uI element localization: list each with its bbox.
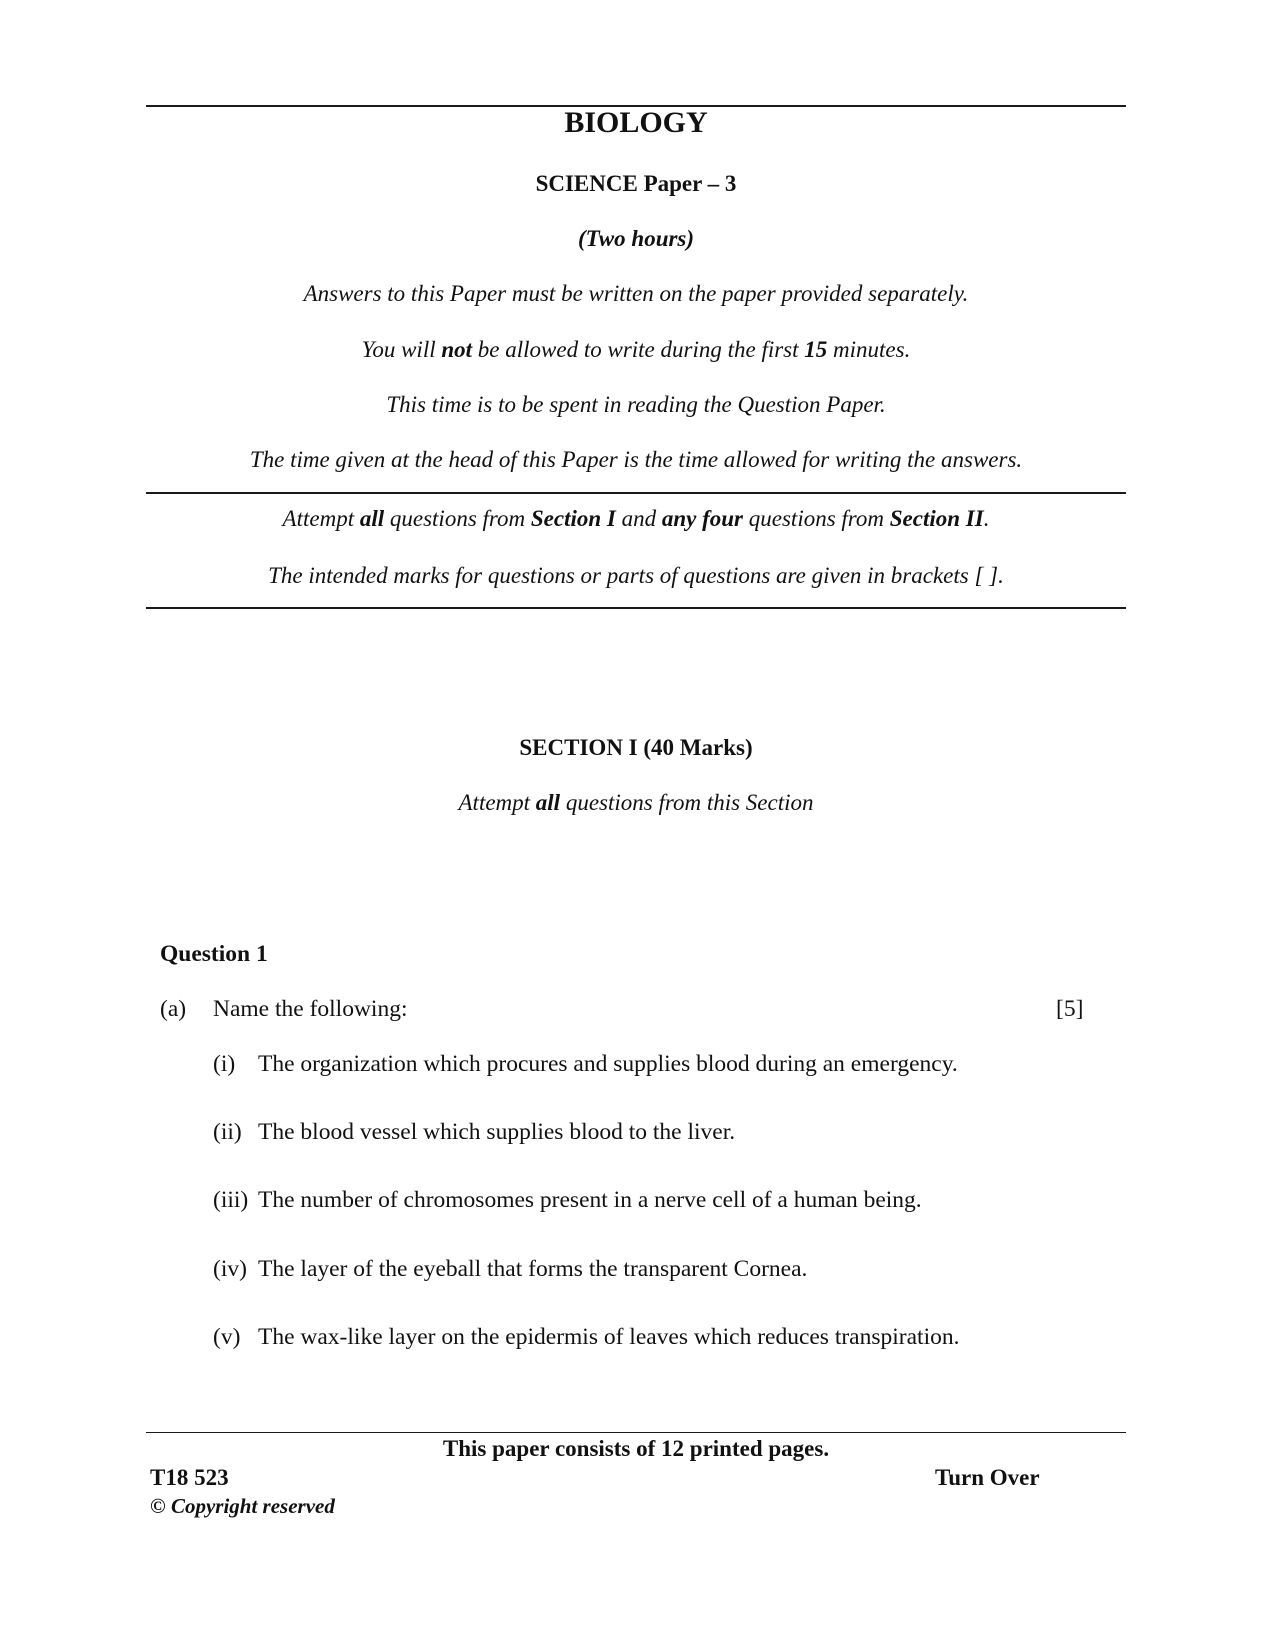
instruction-line-3: This time is to be spent in reading the Question Paper. xyxy=(386,392,886,417)
item-text: The number of chromosomes present in a nerve cell of a human being. xyxy=(258,1187,922,1213)
copyright: © Copyright reserved xyxy=(150,1494,335,1518)
item-label: (iv) xyxy=(213,1256,247,1282)
item-label: (v) xyxy=(213,1324,241,1350)
turn-over: Turn Over xyxy=(935,1465,1040,1490)
instructions-divider xyxy=(146,492,1126,494)
item-label: (iii) xyxy=(213,1187,249,1213)
instruction-line-2: You will not be allowed to write during the first 15 minutes. xyxy=(361,337,911,362)
attempt-line-1: Attempt all questions from Section I and any four questions from Section II. xyxy=(282,506,990,531)
paper-code: T18 523 xyxy=(150,1465,229,1490)
item-label: (ii) xyxy=(213,1119,242,1145)
item-text: The blood vessel which supplies blood to the liver. xyxy=(258,1119,736,1145)
item-label: (i) xyxy=(213,1051,236,1077)
paper-duration: (Two hours) xyxy=(577,226,695,251)
attempt-divider xyxy=(146,607,1126,609)
section-heading: SECTION I (40 Marks) xyxy=(519,735,753,760)
paper-subtitle: SCIENCE Paper – 3 xyxy=(535,171,737,196)
item-text: The layer of the eyeball that forms the transparent Cornea. xyxy=(258,1256,808,1282)
instruction-line-1: Answers to this Paper must be written on the paper provided separately. xyxy=(303,281,969,306)
item-text: The organization which procures and supplies blood during an emergency. xyxy=(258,1051,958,1077)
part-label: (a) xyxy=(160,996,187,1022)
footer-rule xyxy=(146,1432,1126,1433)
part-marks: [5] xyxy=(1056,996,1084,1022)
question-title: Question 1 xyxy=(160,941,268,967)
attempt-line-2: The intended marks for questions or parts of questions are given in brackets [ ]. xyxy=(268,563,1004,588)
part-text: Name the following: xyxy=(213,996,408,1022)
page-count: This paper consists of 12 printed pages. xyxy=(442,1436,830,1461)
paper-title: BIOLOGY xyxy=(564,106,708,139)
item-text: The wax-like layer on the epidermis of leaves which reduces transpiration. xyxy=(258,1324,960,1350)
section-instruction: Attempt all questions from this Section xyxy=(458,790,814,815)
instruction-line-4: The time given at the head of this Paper is the time allowed for writing the answers. xyxy=(249,447,1023,472)
